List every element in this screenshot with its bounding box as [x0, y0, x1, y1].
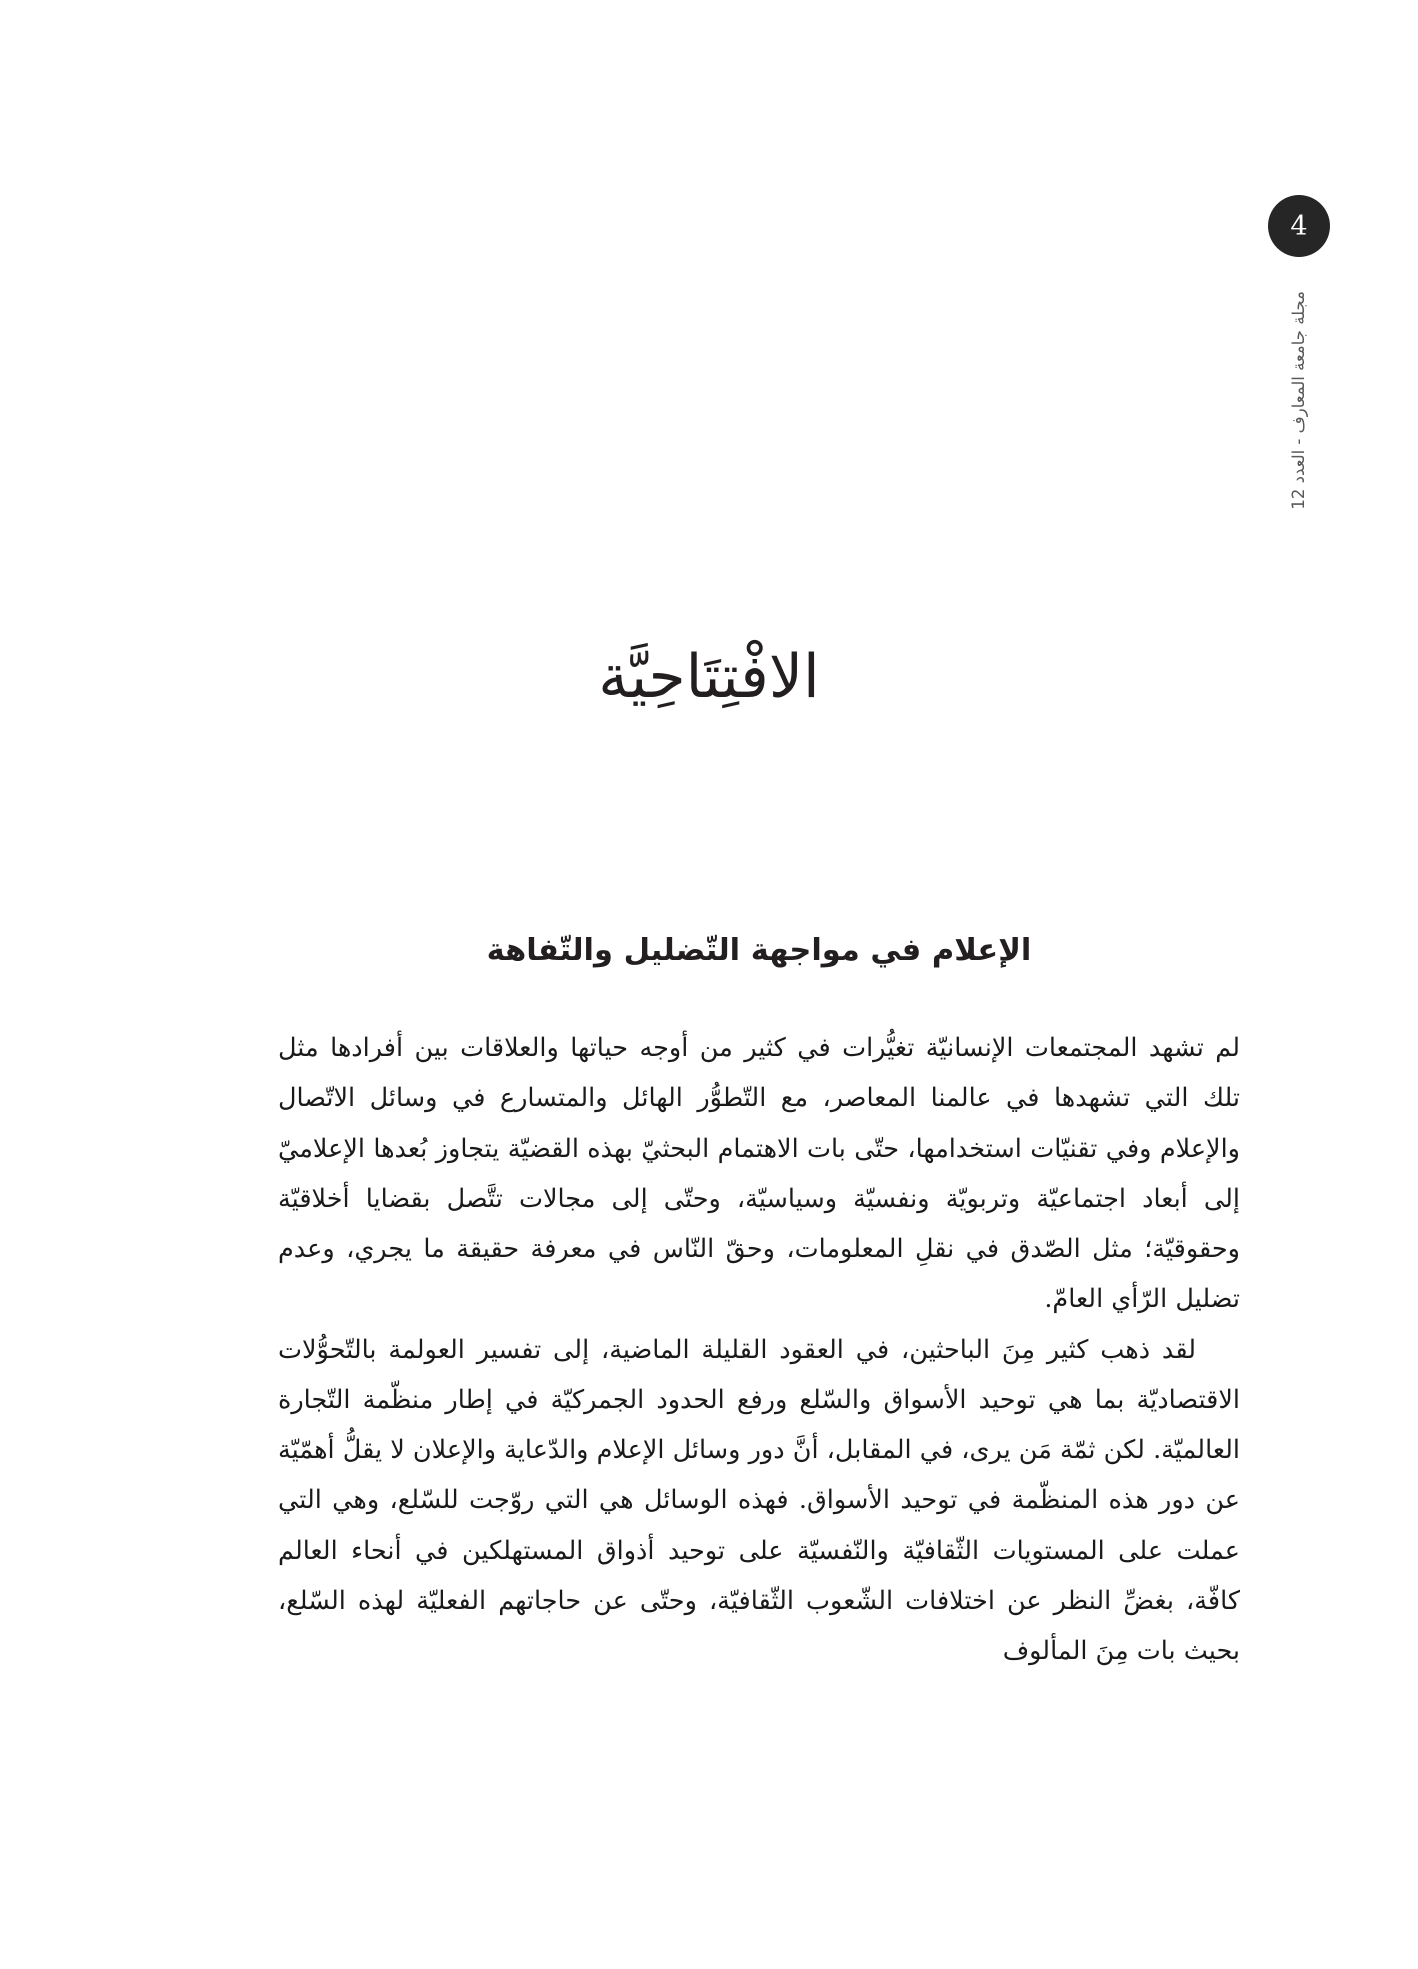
page-number-badge: 4 — [1268, 195, 1330, 257]
running-head-text: مجلة جامعة المعارف - العدد 12 — [1288, 291, 1308, 510]
article-subtitle: الإعلام في مواجهة التّضليل والتّفاهة — [486, 933, 1032, 968]
page-marker — [1258, 195, 1340, 510]
page-title: الافْتِتَاحِيَّة — [598, 642, 820, 713]
article-paragraph: لقد ذهب كثير مِنَ الباحثين، في العقود القليلة الماضية، إلى تفسير العولمة بالتّحوُّلات الاقتصاديّة بما هي توحيد الأسواق والسّلع ورفع الحدود الجمركيّة في إطار منظّمة التّجارة العالميّة. لكن ثمّة مَن يرى، في المقابل، أنَّ دور وسائل الإعلام والدّعاية والإعلان لا يقلُّ أهمّيّة عن دور هذه المنظّمة في توحيد الأسواق. فهذه الوسائل هي التي روّجت للسّلع، وهي التي عملت على المستويات الثّقافيّة والنّفسيّة على توحيد أذواق المستهلكين في أنحاء العالم كافّة، بغضِّ النظر عن اختلافات الشّعوب الثّقافيّة، وحتّى عن حاجاتهم الفعليّة لهذه السّلع، بحيث بات مِنَ المألوف — [278, 1334, 1240, 1666]
article-body — [278, 1023, 1240, 1676]
article-paragraph: لم تشهد المجتمعات الإنسانيّة تغيُّرات في كثير من أوجه حياتها والعلاقات بين أفرادها مثل تلك التي تشهدها في عالمنا المعاصر، مع التّطوُّر الهائل والمتسارع في وسائل الاتّصال والإعلام وفي تقنيّات استخدامها، حتّى بات الاهتمام البحثيّ بهذه القضيّة يتجاوز بُعدها الإعلاميّ إلى أبعاد اجتماعيّة وتربويّة ونفسيّة وسياسيّة، وحتّى إلى مجالات تتَّصل بقضايا أخلاقيّة وحقوقيّة؛ مثل الصّدق في نقلِ المعلومات، وحقّ النّاس في معرفة حقيقة ما يجري، وعدم تضليل الرّأي العامّ. — [278, 1033, 1240, 1315]
article-container — [278, 930, 1240, 1676]
